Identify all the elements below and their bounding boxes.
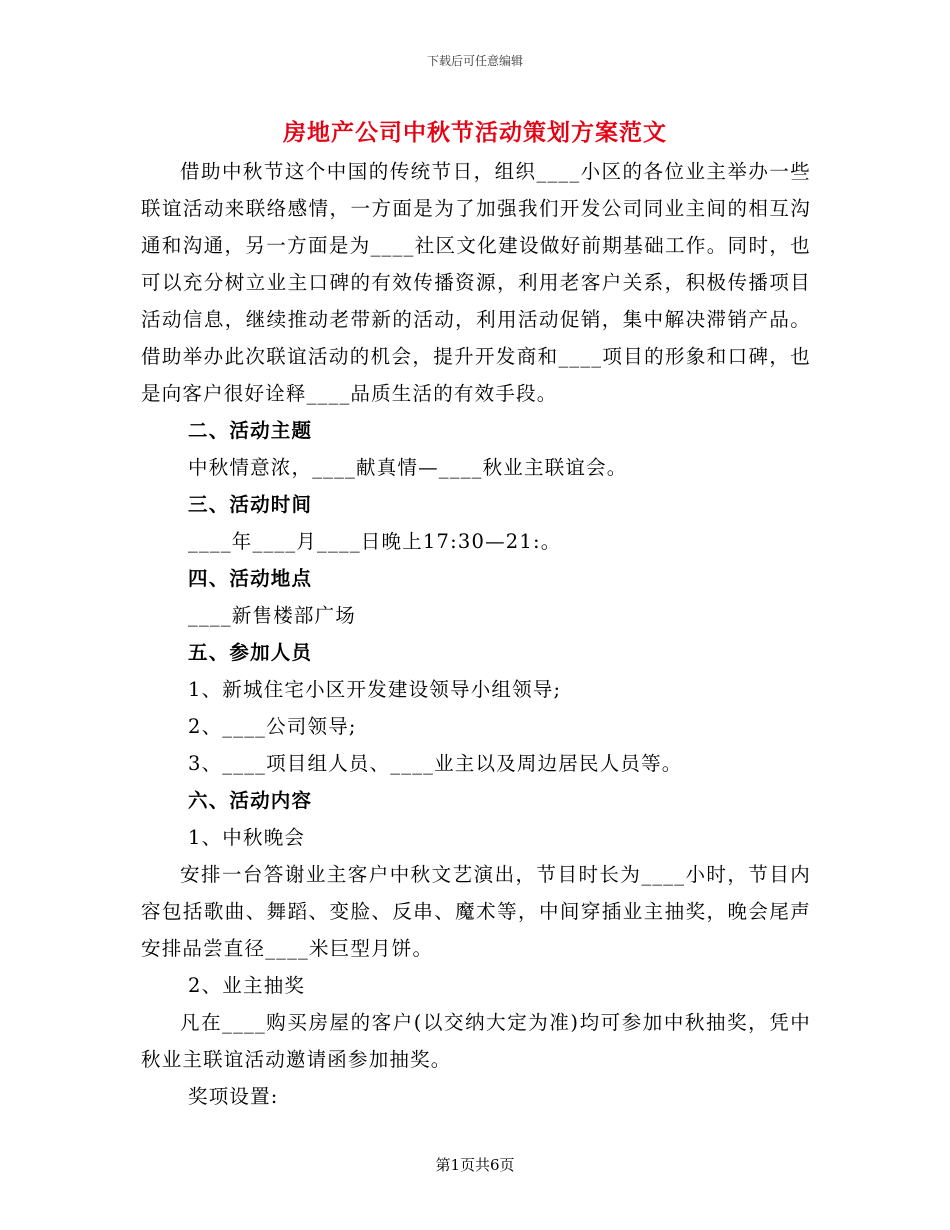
intro-paragraph: 借助中秋节这个中国的传统节日，组织____小区的各位业主举办一些联谊活动来联络感情，一方面是为了加强我们开发公司同业主间的相互沟通和沟通，另一方面是为____社区文化建设做好前期基础工作。同时，也可以充分树立业主口碑的有效传播资源，利用老客户关系，积极传播项目活动信息，继续推动老带新的活动，利用活动促销，集中解决滞销产品。借助举办此次联谊活动的机会，提升开发商和____项目的形象和口碑，也是向客户很好诠释____品质生活的有效手段。 bbox=[141, 160, 811, 405]
people-item-3: 3、____项目组人员、____业主以及周边居民人员等。 bbox=[188, 752, 683, 775]
document-body bbox=[141, 153, 811, 1115]
content-heading: 六、活动内容 bbox=[188, 789, 313, 812]
page-number-footer: 第1页共6页 bbox=[435, 1156, 515, 1174]
prize-label: 奖项设置: bbox=[188, 1085, 279, 1108]
theme-text: 中秋情意浓，____献真情—____秋业主联谊会。 bbox=[188, 456, 628, 479]
lottery-heading: 2、业主抽奖 bbox=[188, 974, 306, 997]
time-text: ____年____月____日晚上17:30—21:。 bbox=[188, 530, 562, 553]
place-heading: 四、活动地点 bbox=[188, 567, 313, 590]
time-heading: 三、活动时间 bbox=[188, 493, 313, 516]
theme-heading: 二、活动主题 bbox=[188, 419, 313, 442]
header-note: 下载后可任意编辑 bbox=[426, 54, 523, 68]
gala-heading: 1、中秋晚会 bbox=[188, 826, 306, 849]
lottery-paragraph: 凡在____购买房屋的客户(以交纳大定为准)均可参加中秋抽奖，凭中秋业主联谊活动邀请函参加抽奖。 bbox=[141, 1011, 811, 1071]
gala-paragraph: 安排一台答谢业主客户中秋文艺演出，节目时长为____小时，节目内容包括歌曲、舞蹈、变脸、反串、魔术等，中间穿插业主抽奖，晚会尾声安排品尝直径____米巨型月饼。 bbox=[141, 863, 811, 960]
people-heading: 五、参加人员 bbox=[188, 641, 313, 664]
people-item-2: 2、____公司领导; bbox=[188, 715, 357, 738]
place-text: ____新售楼部广场 bbox=[188, 604, 357, 627]
people-item-1: 1、新城住宅小区开发建设领导小组领导; bbox=[188, 678, 562, 701]
document-title: 房地产公司中秋节活动策划方案范文 bbox=[283, 119, 667, 146]
